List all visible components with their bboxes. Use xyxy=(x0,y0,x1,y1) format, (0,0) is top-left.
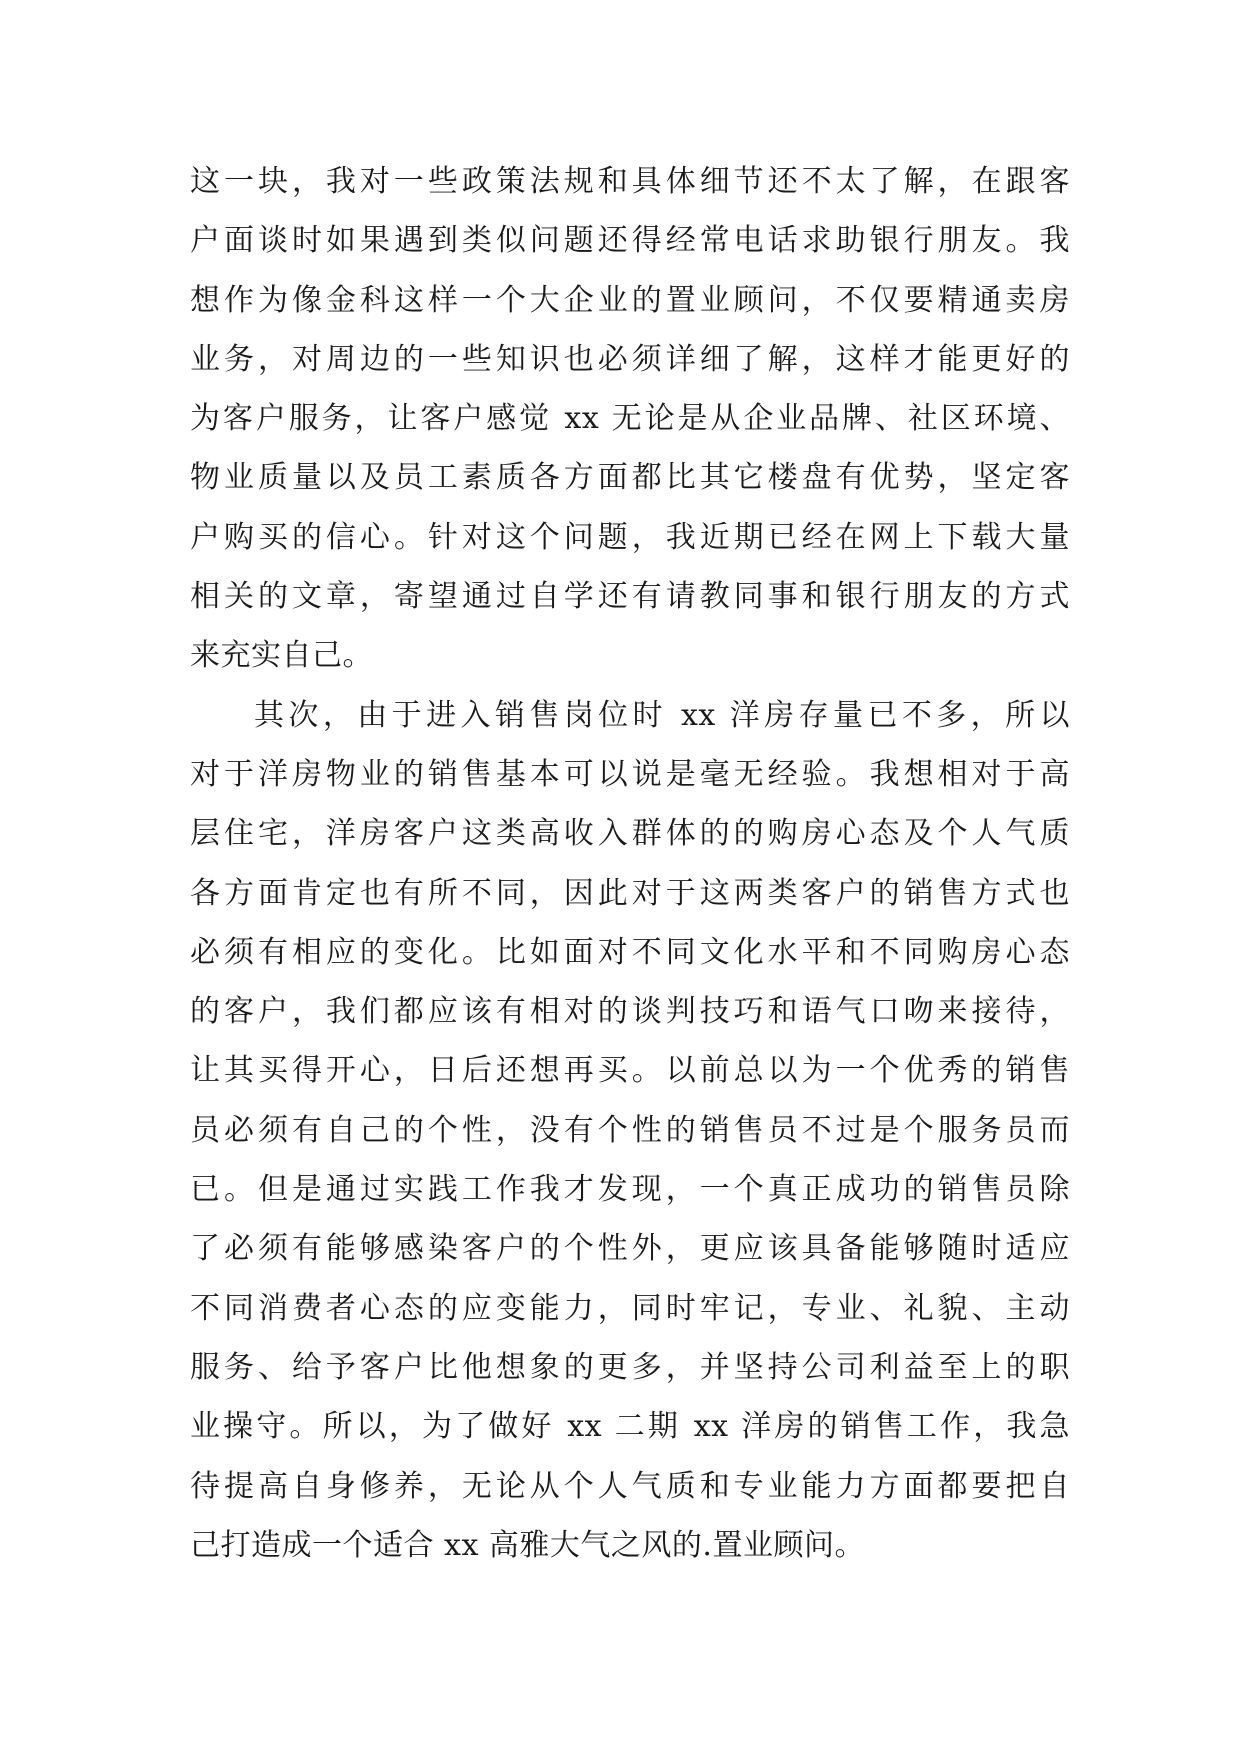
text-line: 已。但是通过实践工作我才发现，一个真正成功的销售员除 xyxy=(190,1172,1070,1208)
text-line: 想作为像金科这样一个大企业的置业顾问，不仅要精通卖房 xyxy=(190,282,1070,318)
text-line: 物业质量以及员工素质各方面都比其它楼盘有优势，坚定客 xyxy=(190,460,1070,496)
text-line: 己打造成一个适合 xx 高雅大气之风的.置业顾问。 xyxy=(190,1527,865,1563)
text-line: 必须有相应的变化。比如面对不同文化水平和不同购房心态 xyxy=(190,934,1070,970)
text-line: 户面谈时如果遇到类似问题还得经常电话求助银行朋友。我 xyxy=(190,223,1070,259)
paragraph-start-line: 其次，由于进入销售岗位时 xx 洋房存量已不多，所以 xyxy=(254,697,1070,733)
text-line: 让其买得开心，日后还想再买。以前总以为一个优秀的销售 xyxy=(190,1053,1070,1089)
text-line: 的客户，我们都应该有相对的谈判技巧和语气口吻来接待， xyxy=(190,994,1070,1030)
text-line: 这一块，我对一些政策法规和具体细节还不太了解，在跟客 xyxy=(190,164,1070,199)
body-text xyxy=(190,162,1070,1585)
text-line: 服务、给予客户比他想象的更多，并坚持公司利益至上的职 xyxy=(190,1349,1070,1385)
text-line: 业操守。所以，为了做好 xx 二期 xx 洋房的销售工作，我急 xyxy=(190,1409,1070,1445)
text-line: 员必须有自己的个性，没有个性的销售员不过是个服务员而 xyxy=(190,1112,1070,1148)
text-line: 业务，对周边的一些知识也必须详细了解，这样才能更好的 xyxy=(190,341,1070,377)
text-line: 各方面肯定也有所不同，因此对于这两类客户的销售方式也 xyxy=(190,875,1070,911)
text-line: 不同消费者心态的应变能力，同时牢记，专业、礼貌、主动 xyxy=(190,1290,1070,1326)
text-line: 相关的文章，寄望通过自学还有请教同事和银行朋友的方式 xyxy=(190,579,1070,615)
text-line: 对于洋房物业的销售基本可以说是毫无经验。我想相对于高 xyxy=(190,756,1070,792)
text-line: 为客户服务，让客户感觉 xx 无论是从企业品牌、社区环境、 xyxy=(190,401,1070,437)
text-line: 来充实自己。 xyxy=(190,638,373,674)
text-line: 了必须有能够感染客户的个性外，更应该具备能够随时适应 xyxy=(190,1231,1070,1267)
text-line: 户购买的信心。针对这个问题，我近期已经在网上下载大量 xyxy=(190,519,1070,555)
text-line: 层住宅，洋房客户这类高收入群体的的购房心态及个人气质 xyxy=(190,816,1070,852)
text-line: 待提高自身修养，无论从个人气质和专业能力方面都要把自 xyxy=(190,1468,1070,1504)
